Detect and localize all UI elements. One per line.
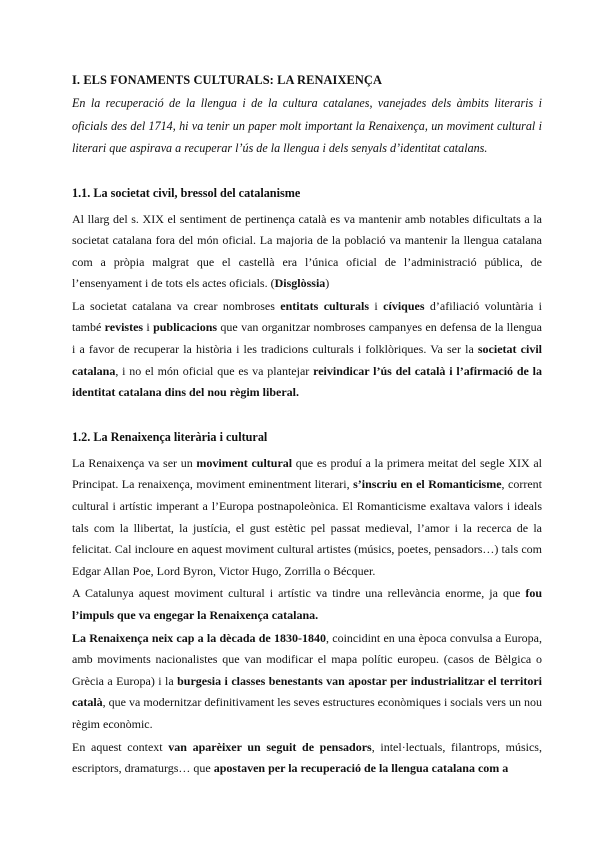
document-title: I. ELS FONAMENTS CULTURALS: LA RENAIXENÇA [72, 73, 383, 87]
document-page [72, 72, 542, 780]
text-run: i [143, 320, 154, 335]
sections-container [72, 185, 542, 780]
bold-text-run: burgesia i classes benestants van apostar per industrialitzar el territori català [72, 673, 542, 710]
bold-text-run: cíviques [383, 298, 425, 313]
bold-text-run: La Renaixença neix cap a la dècada de 1830-1840 [72, 630, 326, 645]
bold-text-run: entitats culturals [280, 298, 370, 313]
intro-paragraph: En la recuperació de la llengua i de la cultura catalanes, vanejades dels àmbits literaris i oficials des del 1714, hi va tenir un paper molt important la Renaixença, un moviment cultural i literari que aspirava a recuperar l’ús de la llengua i dels senyals d’identitat catalans. [72, 96, 542, 155]
text-run: que van organitzar nombroses campanyes en defensa de la llengua i a favor de recuperar la història i les tradicions culturals i folklòriques. Va ser la [72, 320, 542, 357]
text-run: d’afiliació voluntària i també [72, 298, 543, 335]
text-run: , coincidint en una època convulsa a Europa, amb moviments nacionalistes que van modificar el mapa polític europeu. (casos de Bèlgica o Grècia a Europa) i la [72, 630, 542, 688]
bold-text-run: Disglòssia [274, 276, 326, 291]
bold-text-run: moviment cultural [196, 455, 293, 470]
bold-text-run: apostaven per la recuperació de la llengua catalana com a [213, 761, 509, 776]
text-run: i [369, 298, 384, 313]
text-run: A Catalunya aquest moviment cultural i artístic va tindre una rellevància enorme, ja que [72, 586, 526, 601]
text-run: En aquest context [72, 739, 169, 754]
body-paragraph [72, 453, 542, 583]
body-paragraph [72, 209, 542, 295]
body-paragraph [72, 737, 542, 780]
body-paragraph [72, 583, 542, 626]
bold-text-run: s’inscriu en el Romanticisme [353, 477, 502, 492]
bold-text-run: reivindicar l’ús del català i l’afirmació de la identitat catalana dins del nou règim liberal. [72, 363, 542, 400]
section-title: 1.1. La societat civil, bressol del catalanisme [72, 185, 301, 200]
bold-text-run: revistes [104, 320, 144, 335]
bold-text-run: publicacions [153, 320, 218, 335]
text-run: , que va modernitzar definitivament les seves estructures econòmiques i socials vers un nou règim econòmic. [72, 695, 542, 731]
text-run: que es produí a la primera meitat del segle XIX al Principat. La renaixença, moviment eminentment literari, [72, 455, 542, 492]
text-run: , intel·lectuals, filantrops, músics, escriptors, dramaturgs… que [72, 739, 542, 776]
text-run: ) [325, 276, 330, 291]
body-paragraph [72, 296, 542, 404]
bold-text-run: societat civil catalana [72, 342, 542, 378]
section-title: 1.2. La Renaixença literària i cultural [72, 429, 268, 444]
text-run: , i no el món oficial que es va plantejar [115, 363, 314, 378]
bold-text-run: fou l’impuls que va engegar la Renaixença catalana. [72, 586, 542, 622]
text-run: La Renaixença va ser un [72, 455, 197, 470]
text-run: Al llarg del s. XIX el sentiment de pertinença català es va mantenir amb notables dificultats a la societat catalana fora del món oficial. La majoria de la població va mantenir la llengua catalana com a pròpia malgrat que el castellà era l’única oficial de l’administració pública, de l’ensenyament i de tots els actes oficials. ( [72, 211, 542, 291]
body-paragraph [72, 628, 542, 736]
text-run: La societat catalana va crear nombroses [72, 298, 281, 313]
text-run: , corrent cultural i artístic imperant a l’Europa postnapoleònica. El Romanticisme exaltava valors i ideals tals com la llibertat, la justícia, el gust estètic pel passat medieval, l’amor i la recerca de la felicitat. Cal incloure en aquest moviment cultural artistes (músics, poetes, pensadors…) tals com Edgar Allan Poe, Lord Byron, Victor Hugo, Zorrilla o Bécquer. [72, 477, 543, 578]
bold-text-run: van aparèixer un seguit de pensadors [168, 739, 372, 754]
